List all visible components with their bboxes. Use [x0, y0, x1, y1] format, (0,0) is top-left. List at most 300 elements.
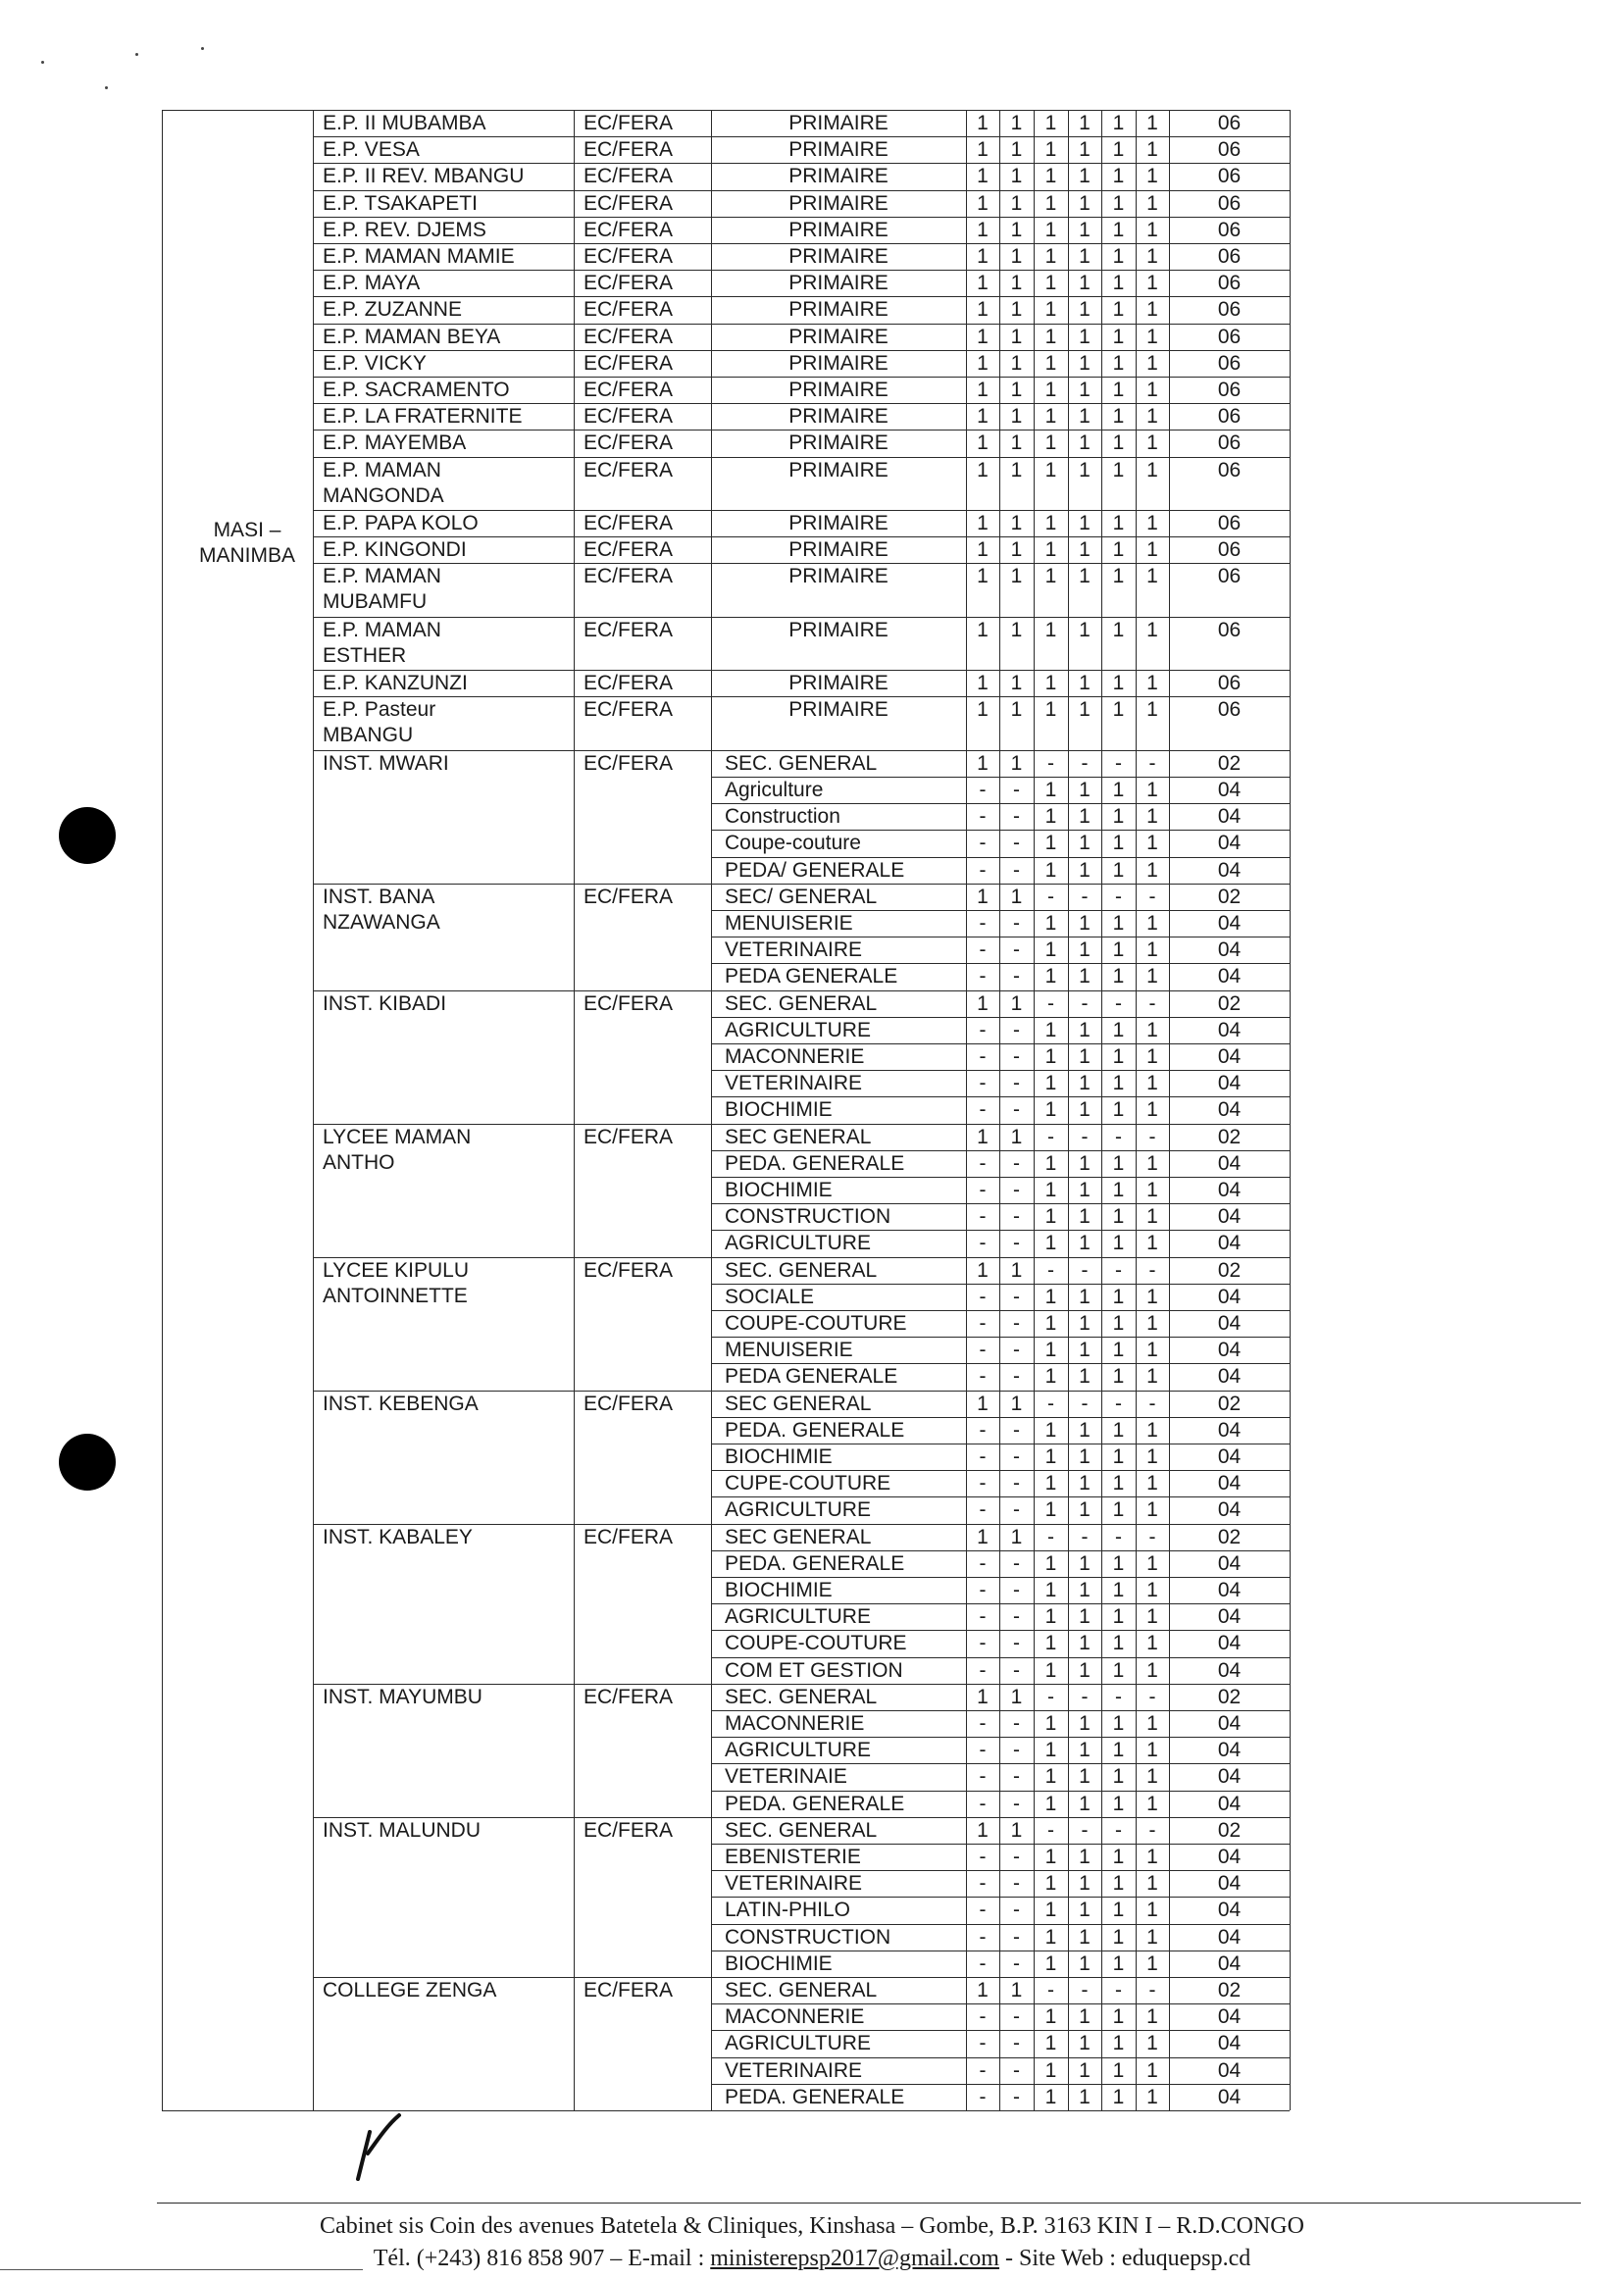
class-count-cell: -: [979, 1045, 987, 1068]
school-name: E.P. VESA: [323, 138, 420, 162]
class-count-cell: 1: [977, 112, 989, 134]
class-count-cell: 1: [1146, 1765, 1158, 1789]
class-count-cell: -: [1148, 751, 1156, 775]
class-count-cell: 1: [1044, 538, 1057, 562]
class-count-cell: 1: [1112, 458, 1125, 481]
regime-cell: EC/FERA: [584, 351, 674, 375]
school-name: INST. MWARI: [323, 751, 449, 775]
class-count-cell: 1: [1079, 1018, 1091, 1041]
class-count-cell: 1: [1112, 1339, 1125, 1362]
class-count-cell: -: [1013, 1151, 1020, 1175]
class-count-cell: 1: [1112, 1498, 1125, 1522]
class-count-cell: 1: [1112, 405, 1125, 429]
class-count-cell: 1: [1112, 1445, 1125, 1468]
class-count-cell: 1: [1010, 1818, 1023, 1842]
school-name: E.P. MAYA: [323, 272, 421, 295]
class-count-cell: -: [979, 1445, 987, 1468]
class-count-cell: 1: [977, 512, 989, 534]
class-count-cell: 1: [1044, 1285, 1057, 1308]
option-cell: BIOCHIMIE: [725, 1179, 833, 1201]
bottom-rule: [0, 2269, 363, 2270]
class-count-cell: -: [1081, 751, 1089, 775]
option-cell: AGRICULTURE: [725, 1739, 871, 1762]
level-cell: PRIMAIRE: [788, 245, 888, 268]
total-cell: 06: [1217, 165, 1242, 188]
class-count-cell: 1: [1010, 751, 1023, 775]
class-count-cell: 1: [1079, 1712, 1091, 1735]
level-cell: PRIMAIRE: [788, 565, 888, 588]
class-count-cell: -: [979, 1472, 987, 1495]
class-count-cell: 1: [1112, 1472, 1125, 1495]
class-count-cell: 1: [977, 245, 989, 268]
class-count-cell: 1: [1010, 1258, 1023, 1282]
class-count-cell: 1: [977, 272, 989, 295]
class-count-cell: 1: [1079, 858, 1091, 882]
class-count-cell: 1: [1146, 1445, 1158, 1468]
option-cell: AGRICULTURE: [725, 1605, 871, 1629]
total-cell: 06: [1217, 218, 1242, 241]
total-cell: 04: [1217, 1872, 1242, 1896]
class-count-cell: -: [1013, 1872, 1020, 1896]
class-count-cell: -: [1047, 1818, 1054, 1842]
class-count-cell: 1: [1146, 1846, 1158, 1868]
class-count-cell: 1: [1146, 1899, 1158, 1922]
footer-rule: [157, 2203, 1581, 2204]
total-cell: 02: [1217, 751, 1242, 775]
class-count-cell: 1: [1146, 138, 1158, 162]
class-count-cell: 1: [977, 751, 989, 775]
class-count-cell: 1: [1079, 832, 1091, 855]
school-name: E.P. MAMAN MAMIE: [323, 245, 515, 268]
class-count-cell: 1: [1010, 458, 1023, 481]
class-count-cell: -: [1013, 1846, 1020, 1868]
speck: [201, 47, 204, 50]
school-name: E.P. II MUBAMBA: [323, 112, 486, 134]
class-count-cell: -: [1115, 1685, 1122, 1708]
class-count-cell: -: [979, 1072, 987, 1095]
class-count-cell: 1: [1079, 779, 1091, 801]
class-count-cell: 1: [1079, 1739, 1091, 1762]
class-count-cell: 1: [1146, 298, 1158, 322]
class-count-cell: -: [979, 2032, 987, 2055]
class-count-cell: 1: [1044, 1765, 1057, 1789]
class-count-cell: 1: [1112, 805, 1125, 829]
class-count-cell: 1: [1044, 1658, 1057, 1682]
class-count-cell: -: [979, 1179, 987, 1201]
option-cell: SEC GENERAL: [725, 1525, 872, 1548]
total-cell: 04: [1217, 1579, 1242, 1601]
class-count-cell: 1: [1146, 2005, 1158, 2029]
class-count-cell: 1: [1079, 1072, 1091, 1095]
total-cell: 04: [1217, 2032, 1242, 2055]
class-count-cell: 1: [1112, 965, 1125, 988]
class-count-cell: -: [1013, 1498, 1020, 1522]
class-count-cell: 1: [1112, 2032, 1125, 2055]
class-count-cell: -: [1013, 1339, 1020, 1362]
option-cell: COM ET GESTION: [725, 1658, 903, 1682]
level-cell: PRIMAIRE: [788, 379, 888, 401]
option-cell: AGRICULTURE: [725, 2032, 871, 2055]
option-cell: MACONNERIE: [725, 1712, 865, 1735]
option-cell: MACONNERIE: [725, 1045, 865, 1068]
class-count-cell: -: [979, 2005, 987, 2029]
school-name: E.P. VICKY: [323, 351, 427, 375]
total-cell: 04: [1217, 1739, 1242, 1762]
regime-cell: EC/FERA: [584, 245, 674, 268]
class-count-cell: 1: [1044, 2085, 1057, 2108]
class-count-cell: -: [1047, 1685, 1054, 1708]
class-count-cell: 1: [1112, 1179, 1125, 1201]
class-count-cell: -: [979, 1792, 987, 1815]
class-count-cell: -: [979, 832, 987, 855]
class-count-cell: 1: [1112, 112, 1125, 134]
class-count-cell: 1: [1146, 1872, 1158, 1896]
class-count-cell: 1: [1112, 1205, 1125, 1229]
regime-cell: EC/FERA: [584, 1258, 674, 1282]
class-count-cell: 1: [1044, 1739, 1057, 1762]
class-count-cell: 1: [977, 191, 989, 215]
class-count-cell: 1: [1010, 1685, 1023, 1708]
regime-cell: EC/FERA: [584, 138, 674, 162]
footer-address: Cabinet sis Coin des avenues Batetela & Cliniques, Kinshasa – Gombe, B.P. 3163 KIN I – R.D.CONGO: [320, 2213, 1304, 2239]
regime-cell: EC/FERA: [584, 538, 674, 562]
option-cell: PEDA. GENERALE: [725, 1151, 905, 1175]
class-count-cell: 1: [1010, 298, 1023, 322]
class-count-cell: 1: [1079, 138, 1091, 162]
class-count-cell: 1: [1146, 2058, 1158, 2082]
class-count-cell: 1: [1044, 1312, 1057, 1335]
total-cell: 02: [1217, 885, 1242, 908]
school-name: E.P. MAMAN MANGONDA: [323, 458, 444, 507]
level-cell: PRIMAIRE: [788, 138, 888, 162]
class-count-cell: 1: [1112, 379, 1125, 401]
option-cell: COUPE-COUTURE: [725, 1312, 907, 1335]
class-count-cell: 1: [977, 351, 989, 375]
class-count-cell: 1: [977, 458, 989, 481]
class-count-cell: 1: [1079, 698, 1091, 722]
class-count-cell: -: [1013, 1285, 1020, 1308]
class-count-cell: -: [1013, 965, 1020, 988]
class-count-cell: 1: [1146, 325, 1158, 348]
class-count-cell: 1: [1146, 1792, 1158, 1815]
class-count-cell: 1: [1079, 1872, 1091, 1896]
class-count-cell: 1: [1044, 805, 1057, 829]
class-count-cell: -: [979, 1498, 987, 1522]
class-count-cell: 1: [1146, 672, 1158, 695]
class-count-cell: -: [1047, 885, 1054, 908]
total-cell: 06: [1217, 191, 1242, 215]
class-count-cell: 1: [1044, 779, 1057, 801]
class-count-cell: 1: [1044, 1951, 1057, 1975]
class-count-cell: 1: [1146, 1739, 1158, 1762]
class-count-cell: 1: [1146, 1151, 1158, 1175]
class-count-cell: -: [1013, 1365, 1020, 1389]
class-count-cell: 1: [1112, 1792, 1125, 1815]
regime-cell: EC/FERA: [584, 751, 674, 775]
total-cell: 04: [1217, 858, 1242, 882]
class-count-cell: 1: [1079, 1418, 1091, 1442]
class-count-cell: -: [979, 1658, 987, 1682]
school-name: E.P. TSAKAPETI: [323, 191, 478, 215]
total-cell: 06: [1217, 672, 1242, 695]
class-count-cell: -: [1115, 1818, 1122, 1842]
class-count-cell: 1: [1146, 1205, 1158, 1229]
class-count-cell: 1: [1112, 2005, 1125, 2029]
class-count-cell: 1: [1044, 1605, 1057, 1629]
class-count-cell: 1: [1010, 698, 1023, 722]
class-count-cell: -: [979, 1605, 987, 1629]
class-count-cell: 1: [1044, 1205, 1057, 1229]
class-count-cell: 1: [1044, 165, 1057, 188]
class-count-cell: 1: [1146, 431, 1158, 455]
level-cell: PRIMAIRE: [788, 698, 888, 722]
regime-cell: EC/FERA: [584, 431, 674, 455]
class-count-cell: -: [979, 1951, 987, 1975]
school-name: INST. MAYUMBU: [323, 1685, 482, 1708]
option-cell: SEC. GENERAL: [725, 1979, 878, 2001]
total-cell: 06: [1217, 405, 1242, 429]
class-count-cell: 1: [977, 1258, 989, 1282]
class-count-cell: 1: [1079, 1792, 1091, 1815]
grid-line: [574, 110, 575, 2110]
class-count-cell: 1: [1044, 1339, 1057, 1362]
total-cell: 04: [1217, 1551, 1242, 1575]
class-count-cell: 1: [1044, 1899, 1057, 1922]
total-cell: 06: [1217, 298, 1242, 322]
class-count-cell: 1: [1112, 698, 1125, 722]
total-cell: 04: [1217, 1658, 1242, 1682]
class-count-cell: 1: [1079, 1498, 1091, 1522]
school-name: E.P. MAMAN ESTHER: [323, 618, 441, 667]
total-cell: 04: [1217, 1418, 1242, 1442]
class-count-cell: 1: [1112, 672, 1125, 695]
class-count-cell: 1: [1010, 379, 1023, 401]
class-count-cell: 1: [1146, 1551, 1158, 1575]
class-count-cell: 1: [1044, 1551, 1057, 1575]
total-cell: 04: [1217, 1445, 1242, 1468]
class-count-cell: -: [1115, 1525, 1122, 1548]
class-count-cell: 1: [1079, 1925, 1091, 1949]
class-count-cell: 1: [1146, 1365, 1158, 1389]
class-count-cell: -: [1013, 1072, 1020, 1095]
class-count-cell: 1: [1079, 1605, 1091, 1629]
class-count-cell: 1: [1146, 2032, 1158, 2055]
class-count-cell: 1: [1079, 1285, 1091, 1308]
class-count-cell: 1: [977, 618, 989, 641]
class-count-cell: -: [1013, 1045, 1020, 1068]
class-count-cell: -: [1013, 1179, 1020, 1201]
class-count-cell: 1: [1044, 191, 1057, 215]
class-count-cell: -: [1081, 991, 1089, 1015]
class-count-cell: 1: [1079, 1098, 1091, 1122]
class-count-cell: -: [1148, 1525, 1156, 1548]
class-count-cell: 1: [1044, 565, 1057, 588]
class-count-cell: -: [979, 1285, 987, 1308]
total-cell: 06: [1217, 618, 1242, 641]
total-cell: 04: [1217, 912, 1242, 935]
grid-line: [1101, 110, 1102, 2110]
level-cell: PRIMAIRE: [788, 351, 888, 375]
regime-cell: EC/FERA: [584, 512, 674, 534]
class-count-cell: 1: [1146, 912, 1158, 935]
class-count-cell: 1: [1079, 805, 1091, 829]
option-cell: COUPE-COUTURE: [725, 1632, 907, 1655]
class-count-cell: 1: [1010, 1125, 1023, 1148]
class-count-cell: -: [1081, 1258, 1089, 1282]
regime-cell: EC/FERA: [584, 1525, 674, 1548]
footer-contact: [0, 2243, 1624, 2275]
regime-cell: EC/FERA: [584, 379, 674, 401]
table-left-border: [162, 110, 163, 2110]
class-count-cell: -: [1081, 1392, 1089, 1415]
class-count-cell: -: [979, 1312, 987, 1335]
class-count-cell: -: [979, 1018, 987, 1041]
class-count-cell: -: [1148, 1818, 1156, 1842]
class-count-cell: 1: [1112, 512, 1125, 534]
total-cell: 06: [1217, 565, 1242, 588]
option-cell: BIOCHIMIE: [725, 1579, 833, 1601]
class-count-cell: 1: [1146, 1418, 1158, 1442]
class-count-cell: 1: [1044, 1072, 1057, 1095]
class-count-cell: 1: [1146, 1951, 1158, 1975]
binder-hole-icon: [59, 1434, 116, 1491]
class-count-cell: -: [1148, 1258, 1156, 1282]
option-cell: AGRICULTURE: [725, 1498, 871, 1522]
class-count-cell: 1: [1112, 538, 1125, 562]
class-count-cell: 1: [1112, 779, 1125, 801]
class-count-cell: 1: [1044, 1925, 1057, 1949]
class-count-cell: 1: [1146, 1339, 1158, 1362]
regime-cell: EC/FERA: [584, 112, 674, 134]
option-cell: PEDA. GENERALE: [725, 1792, 905, 1815]
option-cell: CONSTRUCTION: [725, 1205, 891, 1229]
class-count-cell: 1: [1112, 191, 1125, 215]
level-cell: PRIMAIRE: [788, 618, 888, 641]
class-count-cell: -: [1115, 1392, 1122, 1415]
total-cell: 04: [1217, 1018, 1242, 1041]
regime-cell: EC/FERA: [584, 698, 674, 722]
regime-cell: EC/FERA: [584, 405, 674, 429]
class-count-cell: 1: [1146, 112, 1158, 134]
option-cell: SOCIALE: [725, 1285, 815, 1308]
class-count-cell: 1: [1146, 458, 1158, 481]
class-count-cell: 1: [977, 431, 989, 455]
level-cell: PRIMAIRE: [788, 218, 888, 241]
speck: [41, 61, 44, 64]
class-count-cell: -: [1013, 1632, 1020, 1655]
speck: [135, 53, 138, 56]
class-count-cell: 1: [1146, 1498, 1158, 1522]
footer-email-link[interactable]: ministerepsp2017@gmail.com: [710, 2246, 999, 2271]
option-cell: MENUISERIE: [725, 912, 853, 935]
school-name: INST. BANA NZAWANGA: [323, 885, 440, 934]
option-cell: PEDA. GENERALE: [725, 1551, 905, 1575]
class-count-cell: -: [1115, 991, 1122, 1015]
class-count-cell: 1: [1112, 1151, 1125, 1175]
grid-line: [313, 110, 314, 2110]
class-count-cell: 1: [1044, 1498, 1057, 1522]
class-count-cell: 1: [1044, 512, 1057, 534]
school-name: INST. KABALEY: [323, 1525, 473, 1548]
school-name: COLLEGE ZENGA: [323, 1979, 497, 2001]
class-count-cell: -: [1148, 1685, 1156, 1708]
class-count-cell: 1: [1146, 218, 1158, 241]
option-cell: EBENISTERIE: [725, 1846, 861, 1868]
option-cell: SEC. GENERAL: [725, 751, 878, 775]
class-count-cell: 1: [977, 1125, 989, 1148]
class-count-cell: 1: [1010, 112, 1023, 134]
class-count-cell: -: [1013, 1658, 1020, 1682]
class-count-cell: 1: [1010, 885, 1023, 908]
regime-cell: EC/FERA: [584, 618, 674, 641]
class-count-cell: 1: [1146, 405, 1158, 429]
total-cell: 06: [1217, 351, 1242, 375]
option-cell: SEC. GENERAL: [725, 1258, 878, 1282]
class-count-cell: -: [979, 1846, 987, 1868]
class-count-cell: -: [1013, 912, 1020, 935]
class-count-cell: -: [1013, 2005, 1020, 2029]
class-count-cell: 1: [1146, 1605, 1158, 1629]
total-cell: 02: [1217, 1685, 1242, 1708]
class-count-cell: 1: [1112, 2085, 1125, 2108]
speck: [105, 86, 108, 89]
class-count-cell: 1: [1146, 1098, 1158, 1122]
option-cell: SEC GENERAL: [725, 1392, 872, 1415]
class-count-cell: 1: [1079, 565, 1091, 588]
class-count-cell: -: [979, 1872, 987, 1896]
class-count-cell: 1: [1079, 1205, 1091, 1229]
class-count-cell: 1: [1079, 938, 1091, 962]
class-count-cell: 1: [1079, 1179, 1091, 1201]
class-count-cell: -: [1013, 1312, 1020, 1335]
class-count-cell: 1: [1146, 858, 1158, 882]
total-cell: 04: [1217, 1951, 1242, 1975]
class-count-cell: 1: [1079, 2058, 1091, 2082]
class-count-cell: -: [979, 1632, 987, 1655]
total-cell: 02: [1217, 1979, 1242, 2001]
regime-cell: EC/FERA: [584, 218, 674, 241]
class-count-cell: 1: [1010, 512, 1023, 534]
option-cell: Construction: [725, 805, 840, 829]
class-count-cell: 1: [1079, 351, 1091, 375]
option-cell: VETERINAIRE: [725, 1072, 863, 1095]
class-count-cell: 1: [1112, 165, 1125, 188]
class-count-cell: 1: [977, 538, 989, 562]
class-count-cell: 1: [977, 565, 989, 588]
class-count-cell: -: [979, 779, 987, 801]
option-cell: Coupe-couture: [725, 832, 861, 855]
regime-cell: EC/FERA: [584, 1979, 674, 2001]
total-cell: 04: [1217, 1045, 1242, 1068]
class-count-cell: 1: [1044, 1445, 1057, 1468]
binder-hole-icon: [59, 807, 116, 864]
option-cell: CUPE-COUTURE: [725, 1472, 891, 1495]
class-count-cell: 1: [1112, 1551, 1125, 1575]
option-cell: SEC. GENERAL: [725, 991, 878, 1015]
class-count-cell: 1: [1146, 1712, 1158, 1735]
class-count-cell: 1: [1044, 1472, 1057, 1495]
grid-line: [1068, 110, 1069, 2110]
class-count-cell: 1: [1044, 325, 1057, 348]
class-count-cell: 1: [1010, 538, 1023, 562]
class-count-cell: 1: [1112, 1658, 1125, 1682]
school-name: E.P. Pasteur MBANGU: [323, 698, 436, 747]
total-cell: 02: [1217, 1818, 1242, 1842]
total-cell: 02: [1217, 1125, 1242, 1148]
class-count-cell: 1: [1112, 1712, 1125, 1735]
class-count-cell: 1: [977, 138, 989, 162]
class-count-cell: 1: [1010, 618, 1023, 641]
